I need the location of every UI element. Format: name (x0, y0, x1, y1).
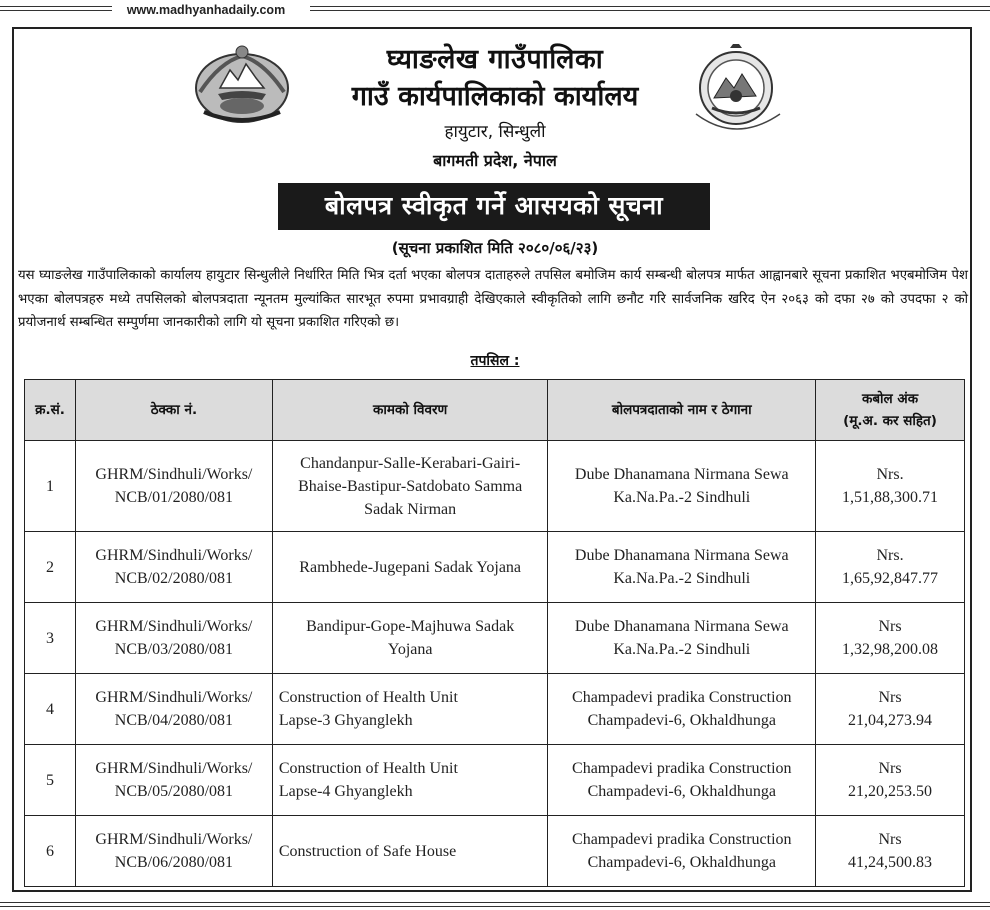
cell-contract-no (75, 745, 272, 816)
contract-line: GHRM/Sindhuli/Works/ (95, 618, 253, 635)
col-header-amount-line2: (मू.अ. कर सहित) (843, 413, 937, 429)
table-row (25, 603, 965, 674)
cell-amount (816, 441, 965, 532)
amount-value: 1,65,92,847.77 (842, 570, 939, 587)
bidder-name: Champadevi pradika Construction (572, 831, 792, 848)
cell-bidder (548, 603, 816, 674)
bidder-address: Ka.Na.Pa.-2 Sindhuli (613, 489, 751, 506)
cell-sn: 2 (25, 532, 76, 603)
cell-sn: 3 (25, 603, 76, 674)
office-address: हायुटार, सिन्धुली (444, 122, 546, 142)
contract-line: NCB/06/2080/081 (114, 854, 234, 871)
contract-line: GHRM/Sindhuli/Works/ (95, 466, 253, 483)
rural-municipality-seal-icon (690, 44, 790, 140)
work-line: Lapse-3 Ghyanglekh (278, 712, 413, 729)
col-header-amount (816, 380, 965, 441)
cell-sn: 4 (25, 674, 76, 745)
cell-contract-no (75, 674, 272, 745)
bidder-name: Dube Dhanamana Nirmana Sewa (574, 466, 789, 483)
bidder-name: Dube Dhanamana Nirmana Sewa (574, 618, 789, 635)
contract-line: GHRM/Sindhuli/Works/ (95, 689, 253, 706)
work-line: Bandipur-Gope-Majhuwa Sadak (306, 618, 515, 635)
work-line: Sadak Nirman (364, 500, 457, 518)
work-line: Lapse-4 Ghyanglekh (278, 783, 413, 800)
work-line: Chandanpur-Salle-Kerabari-Gairi- (300, 454, 521, 472)
amount-prefix: Nrs (878, 831, 902, 848)
divider (0, 6, 112, 11)
col-header-bidder: बोलपत्रदाताको नाम र ठेगाना (548, 380, 816, 441)
cell-contract-no (75, 816, 272, 887)
work-line: Construction of Health Unit (278, 760, 458, 777)
office-subtitle: गाउँ कार्यपालिकाको कार्यालय (351, 81, 639, 112)
amount-value: 21,04,273.94 (848, 712, 933, 729)
cell-amount (816, 603, 965, 674)
divider (0, 902, 990, 907)
published-date: (सूचना प्रकाशित मिति २०८०/०६/२३) (391, 239, 599, 257)
amount-prefix: Nrs. (876, 547, 904, 564)
schedule-label-text: तपसिल : (470, 353, 520, 369)
amount-value: 21,20,253.50 (848, 783, 933, 800)
cell-bidder (548, 816, 816, 887)
work-line: Rambhede-Jugepani Sadak Yojana (299, 558, 522, 576)
office-province: बागमती प्रदेश, नेपाल (433, 151, 557, 170)
cell-work-desc (272, 532, 548, 603)
contract-line: NCB/01/2080/081 (114, 489, 234, 506)
cell-sn: 1 (25, 441, 76, 532)
cell-sn: 6 (25, 816, 76, 887)
table-row (25, 441, 965, 532)
cell-contract-no (75, 532, 272, 603)
nepal-coat-of-arms-icon (190, 42, 295, 126)
col-header-amount-line1: कबोल अंक (861, 391, 919, 407)
bid-table (24, 379, 965, 887)
bidder-name: Champadevi pradika Construction (572, 689, 792, 706)
cell-work-desc (272, 745, 548, 816)
table-header-row (25, 380, 965, 441)
work-line: Bhaise-Bastipur-Satdobato Samma (298, 477, 523, 495)
contract-line: NCB/02/2080/081 (114, 570, 234, 587)
table-row (25, 816, 965, 887)
work-line: Construction of Health Unit (278, 689, 458, 706)
contract-line: NCB/03/2080/081 (114, 641, 234, 658)
cell-bidder (548, 745, 816, 816)
cell-amount (816, 745, 965, 816)
cell-amount (816, 816, 965, 887)
work-line: Yojana (387, 641, 433, 658)
table-row (25, 674, 965, 745)
bidder-name: Dube Dhanamana Nirmana Sewa (574, 547, 789, 564)
amount-prefix: Nrs (878, 760, 902, 777)
contract-line: NCB/04/2080/081 (114, 712, 234, 729)
contract-line: GHRM/Sindhuli/Works/ (95, 547, 253, 564)
bidder-address: Ka.Na.Pa.-2 Sindhuli (613, 570, 751, 587)
work-line: Construction of Safe House (278, 842, 457, 860)
cell-amount (816, 674, 965, 745)
cell-bidder (548, 674, 816, 745)
cell-work-desc (272, 441, 548, 532)
amount-value: 1,32,98,200.08 (842, 641, 939, 658)
office-name: घ्याङलेख गाउँपालिका (386, 44, 604, 75)
amount-prefix: Nrs (878, 618, 902, 635)
amount-prefix: Nrs. (876, 466, 904, 483)
cell-work-desc (272, 603, 548, 674)
amount-prefix: Nrs (878, 689, 902, 706)
cell-work-desc (272, 674, 548, 745)
cell-sn: 5 (25, 745, 76, 816)
bidder-name: Champadevi pradika Construction (572, 760, 792, 777)
cell-amount (816, 532, 965, 603)
contract-line: NCB/05/2080/081 (114, 783, 234, 800)
cell-bidder (548, 441, 816, 532)
contract-line: GHRM/Sindhuli/Works/ (95, 831, 253, 848)
table-row (25, 532, 965, 603)
bidder-address: Champadevi-6, Okhaldhunga (587, 712, 776, 729)
bidder-address: Champadevi-6, Okhaldhunga (587, 854, 776, 871)
contract-line: GHRM/Sindhuli/Works/ (95, 760, 253, 777)
amount-value: 41,24,500.83 (848, 854, 933, 871)
cell-contract-no (75, 441, 272, 532)
amount-value: 1,51,88,300.71 (842, 489, 939, 506)
col-header-sn: क्र.सं. (25, 380, 76, 441)
table-row (25, 745, 965, 816)
divider (310, 6, 990, 11)
cell-bidder (548, 532, 816, 603)
col-header-work-desc: कामको विवरण (272, 380, 548, 441)
notice-paragraph: यस घ्याङलेख गाउँपालिकाको कार्यालय हायुटार सिन्धुलीले निर्धारित मिति भित्र दर्ता भएका बोलपत्र दाताहरुले तपसिल बमोजिम कार्य सम्बन्धी बोलपत्र मार्फत आह्वानबारे सूचना प्रकाशित भएबमोजिम पेश भएका बोलपत्रहरु मध्ये तपसिलको बोलपत्रदाता न्यूनतम मुल्यांकित सारभूत रुपमा प्रभावग्राही देखिएकाले स्वीकृतिको लागि छनौट गरि सार्वजनिक खरिद ऐन २०६३ को दफा २७ को उपदफा २ को प्रयोजनार्थ सम्बन्धित सम्पुर्णमा जानकारीको लागि यो सूचना प्रकाशित गरिएको छ। (18, 268, 968, 330)
schedule-label (300, 351, 690, 371)
cell-work-desc (272, 816, 548, 887)
bidder-address: Ka.Na.Pa.-2 Sindhuli (613, 641, 751, 658)
col-header-contract-no: ठेक्का नं. (75, 380, 272, 441)
cell-contract-no (75, 603, 272, 674)
site-header-strip (0, 0, 990, 20)
bidder-address: Champadevi-6, Okhaldhunga (587, 783, 776, 800)
site-url: www.madhyanhadaily.com (126, 3, 286, 17)
notice-title: बोलपत्र स्वीकृत गर्ने आसयको सूचना (278, 183, 710, 230)
